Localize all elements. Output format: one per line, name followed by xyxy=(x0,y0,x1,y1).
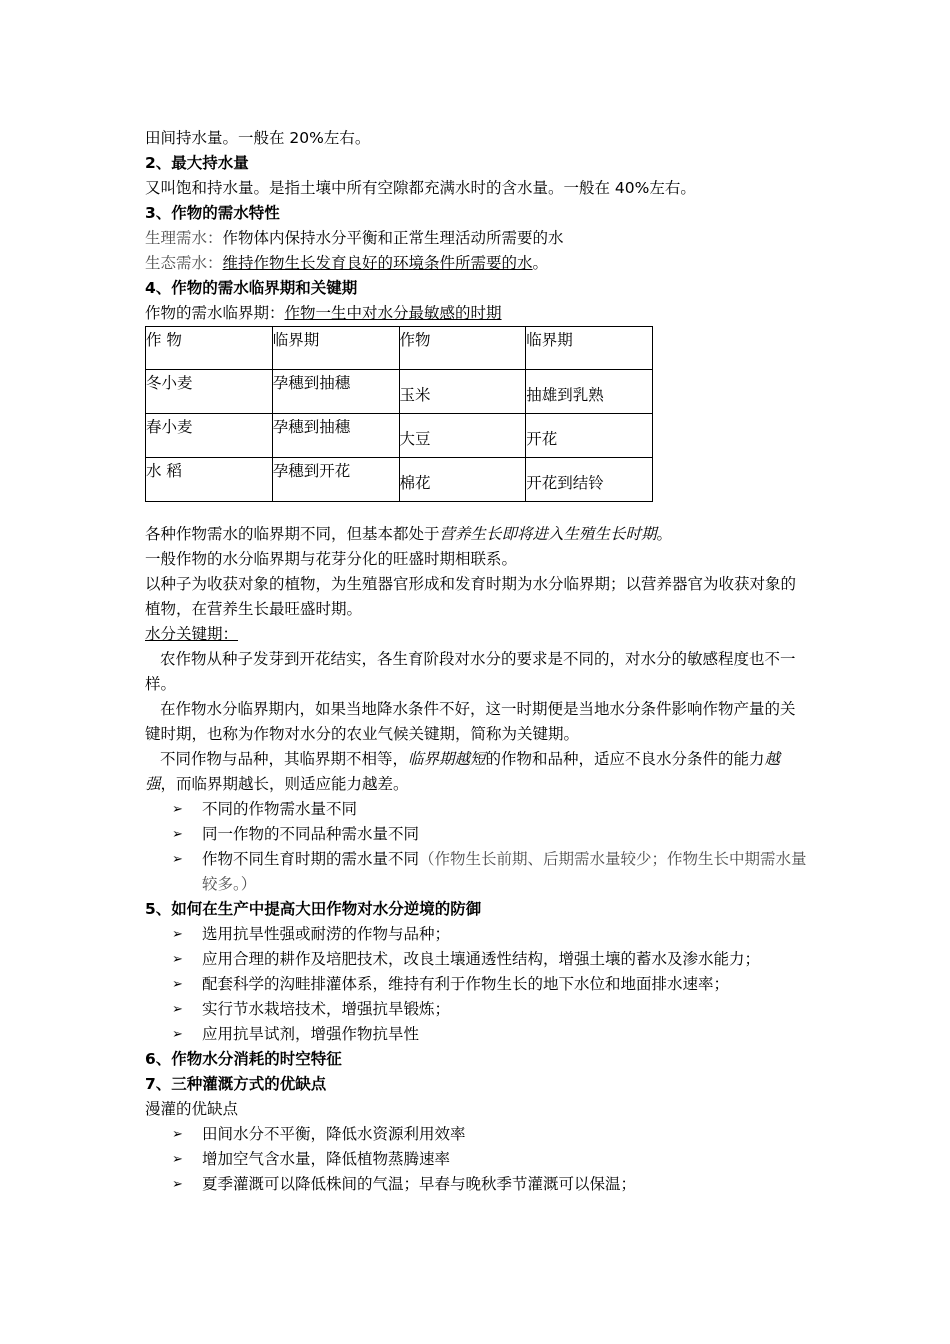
crit-def: 作物一生中对水分最敏感的时期 xyxy=(284,304,502,322)
eco-text: 维持作物生长发育良好的环境条件所需要的水 xyxy=(222,254,533,272)
flood-label: 漫灌的优缺点 xyxy=(145,1100,239,1118)
bullet-list-1 xyxy=(145,797,810,897)
item-text: 选用抗旱性强或耐涝的作物与品种； xyxy=(202,925,451,943)
italic-span: 营养生长即将进入生殖生长时期 xyxy=(439,525,657,543)
table-cell: 棉花 xyxy=(399,458,526,502)
table-header-cell: 作 物 xyxy=(146,327,273,370)
table-header-cell: 临界期 xyxy=(526,327,653,370)
table-row xyxy=(146,458,653,502)
eco-label: 生态需水： xyxy=(145,254,223,272)
heading-6: 6、作物水分消耗的时空特征 xyxy=(145,1050,342,1068)
table-cell: 开花到结铃 xyxy=(526,458,653,502)
text-span: 。 xyxy=(656,525,673,543)
table-cell: 水 稻 xyxy=(146,458,273,502)
list-item xyxy=(145,1122,810,1147)
text-line: 田间持水量。一般在 20%左右。 xyxy=(145,129,371,147)
item-text: 增加空气含水量，降低植物蒸腾速率 xyxy=(202,1150,451,1168)
text-span: ，而临界期越长，则适应能力越差。 xyxy=(160,775,409,793)
item-text: 田间水分不平衡，降低水资源利用效率 xyxy=(202,1125,466,1143)
eco-end: 。 xyxy=(532,254,549,272)
table-header-row xyxy=(146,327,653,370)
item-text: 实行节水栽培技术，增强抗旱锻炼； xyxy=(202,1000,451,1018)
list-item xyxy=(145,797,810,822)
bullet-list-3 xyxy=(145,1122,810,1197)
table-row xyxy=(146,370,653,414)
arrow-bullet-icon: ➢ xyxy=(172,802,183,817)
item-note: （作物生长前期、后期需水量较少；作物生长中期需水量较多。） xyxy=(202,850,807,893)
critical-period-def xyxy=(145,301,810,326)
table-cell: 大豆 xyxy=(399,414,526,458)
table-cell: 开花 xyxy=(526,414,653,458)
heading-7: 7、三种灌溉方式的优缺点 xyxy=(145,1075,327,1093)
list-item xyxy=(145,1172,810,1197)
phys-water-line xyxy=(145,226,810,251)
list-item xyxy=(145,847,810,897)
text-line: 一般作物的水分临界期与花芽分化的旺盛时期相联系。 xyxy=(145,550,518,568)
table-cell: 抽雄到乳熟 xyxy=(526,370,653,414)
paragraph: 在作物水分临界期内，如果当地降水条件不好，这一时期便是当地水分条件影响作物产量的关键时期，也称为作物对水分的农业气候关键期，简称为关键期。 xyxy=(145,700,796,743)
table-header-cell: 作物 xyxy=(399,327,526,370)
arrow-bullet-icon: ➢ xyxy=(172,1027,183,1042)
arrow-bullet-icon: ➢ xyxy=(172,952,183,967)
item-text: 夏季灌溉可以降低株间的气温；早春与晚秋季节灌溉可以保温； xyxy=(202,1175,637,1193)
text-line: 又叫饱和持水量。是指土壤中所有空隙都充满水时的含水量。一般在 40%左右。 xyxy=(145,179,696,197)
item-text: 不同的作物需水量不同 xyxy=(202,800,358,818)
heading-4: 4、作物的需水临界期和关键期 xyxy=(145,279,358,297)
heading-3: 3、作物的需水特性 xyxy=(145,204,280,222)
list-item xyxy=(145,1147,810,1172)
table-cell: 孕穗到开花 xyxy=(272,458,399,502)
text-span: 不同作物与品种，其临界期不相等， xyxy=(160,750,409,768)
phys-label: 生理需水： xyxy=(145,229,223,247)
paragraph: 以种子为收获对象的植物，为生殖器官形成和发育时期为水分临界期；以营养器官为收获对象的植物，在营养生长最旺盛时期。 xyxy=(145,575,797,618)
italic-span: 临界期越短 xyxy=(408,750,486,768)
phys-text: 作物体内保持水分平衡和正常生理活动所需要的水 xyxy=(222,229,564,247)
text-span: 的作物和品种，适应不良水分条件的能力 xyxy=(485,750,765,768)
item-text: 同一作物的不同品种需水量不同 xyxy=(202,825,420,843)
document-body xyxy=(145,126,810,1197)
paragraph xyxy=(145,747,810,797)
text-line xyxy=(145,522,810,547)
text-span: 各种作物需水的临界期不同，但基本都处于 xyxy=(145,525,440,543)
heading-5: 5、如何在生产中提高大田作物对水分逆境的防御 xyxy=(145,900,482,918)
arrow-bullet-icon: ➢ xyxy=(172,1127,183,1142)
item-text: 作物不同生育时期的需水量不同 xyxy=(202,850,420,868)
table-row xyxy=(146,414,653,458)
paragraph: 农作物从种子发芽到开花结实，各生育阶段对水分的要求是不同的，对水分的敏感程度也不一样。 xyxy=(145,650,796,693)
arrow-bullet-icon: ➢ xyxy=(172,827,183,842)
table-cell: 玉米 xyxy=(399,370,526,414)
list-item xyxy=(145,997,810,1022)
list-item xyxy=(145,972,810,997)
arrow-bullet-icon: ➢ xyxy=(172,1002,183,1017)
crit-label: 作物的需水临界期： xyxy=(145,304,285,322)
key-period-label: 水分关键期： xyxy=(145,625,239,643)
table-cell: 孕穗到抽穗 xyxy=(272,370,399,414)
arrow-bullet-icon: ➢ xyxy=(172,1177,183,1192)
table-header-cell: 临界期 xyxy=(272,327,399,370)
italic-span: 越强 xyxy=(145,750,781,793)
arrow-bullet-icon: ➢ xyxy=(172,852,183,867)
heading-2: 2、最大持水量 xyxy=(145,154,249,172)
arrow-bullet-icon: ➢ xyxy=(172,1152,183,1167)
bullet-list-2 xyxy=(145,922,810,1047)
table-cell: 春小麦 xyxy=(146,414,273,458)
list-item xyxy=(145,922,810,947)
arrow-bullet-icon: ➢ xyxy=(172,927,183,942)
eco-water-line xyxy=(145,251,810,276)
list-item xyxy=(145,1022,810,1047)
item-text: 应用抗旱试剂，增强作物抗旱性 xyxy=(202,1025,420,1043)
list-item xyxy=(145,947,810,972)
item-text: 应用合理的耕作及培肥技术，改良土壤通透性结构，增强土壤的蓄水及渗水能力； xyxy=(202,950,761,968)
item-text: 配套科学的沟畦排灌体系，维持有利于作物生长的地下水位和地面排水速率； xyxy=(202,975,730,993)
critical-period-table xyxy=(145,326,653,502)
table-cell: 冬小麦 xyxy=(146,370,273,414)
list-item xyxy=(145,822,810,847)
spacer xyxy=(145,502,810,522)
arrow-bullet-icon: ➢ xyxy=(172,977,183,992)
table-cell: 孕穗到抽穗 xyxy=(272,414,399,458)
